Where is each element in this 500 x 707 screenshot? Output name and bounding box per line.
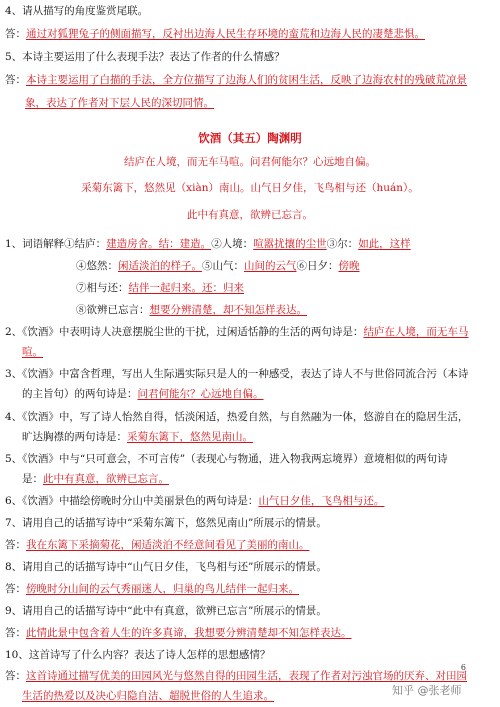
definition-5: 山间的云气: [244, 260, 297, 272]
definition-1: 建造房舍。结：建造。: [106, 238, 212, 250]
answer-label: 答：: [5, 627, 26, 639]
question-1-row-2: [76, 259, 360, 273]
question-3-line1: 3、《饮酒》中富含哲理，写出人生际遇实际只是人的一种感受，表达了诗人不与世俗同流合污（本诗: [5, 368, 469, 380]
watermark: 知乎 @张老师: [392, 684, 462, 697]
term-3: ③尔：: [326, 238, 359, 250]
term-4: ④悠然：: [76, 260, 118, 272]
answer-2-line2: 喧。: [22, 346, 43, 358]
question-9: 9、请用自己的话描写诗中“此中有真意，欲辨已忘言”所展示的情景。: [5, 605, 327, 617]
term-2: ②人境：: [211, 238, 254, 250]
answer-label: 答：: [5, 583, 26, 595]
answer-8: [5, 582, 299, 596]
question-1-row-4: [76, 303, 307, 317]
question-5b-line2: [22, 472, 169, 486]
term-5: ⑤山气：: [202, 260, 244, 272]
definition-8: 想要分辨清楚，却不知怎样表达。: [149, 304, 307, 316]
question-1-label: 1、词语解释①结庐：: [5, 238, 107, 250]
answer-label: 答：: [5, 539, 26, 551]
answer-label: 答：: [5, 28, 26, 40]
question-4b-text: 旷达胸襟的两句诗是：: [22, 431, 127, 443]
question-2-text: 2、《饮酒》中表明诗人决意摆脱尘世的干扰，过闲适恬静的生活的两句诗是：: [5, 326, 364, 338]
question-4b-line1: 4、《饮酒》中，写了诗人怡然自得，恬淡闲适，热爱自然，与自然融为一体，悠游自在的隐居生活，: [5, 411, 469, 423]
answer-8-text: 傍晚时分山间的云气秀丽迷人，归巢的鸟儿结伴一起归来。: [26, 583, 299, 595]
question-7: 7、请用自己的话描写诗中“采菊东篱下，悠然见南山”所展示的情景。: [5, 517, 327, 529]
question-1-row-1: [5, 237, 411, 251]
definition-7: 结伴一起归来。还：归来: [128, 282, 244, 294]
question-5b-line1: 5、《饮酒》中与“只可意会，不可言传”（表现心与物通，进入物我两忘境界）意境相似的两句诗: [5, 453, 448, 465]
answer-9: [5, 626, 352, 640]
definition-6: 傍晚: [338, 260, 360, 272]
answer-5: [5, 73, 467, 87]
definition-2: 喧嚣扰攘的尘世: [253, 238, 327, 250]
question-3-text: 的主旨句）的两句诗是：: [22, 388, 138, 400]
question-6: [5, 494, 384, 508]
answer-4b: 采菊东篱下，悠然见南山。: [127, 431, 253, 443]
question-5-text: 5、本诗主要运用了什么表现手法？表达了作者的什么情感？: [5, 51, 285, 63]
answer-3: 问君何能尔？心远地自偏。: [137, 388, 264, 400]
question-4b-line2: [22, 430, 253, 444]
answer-10-text-line1: 这首诗通过描写优美的田园风光与悠然自得的田园生活，表现了作者对污浊官场的厌弃、对田园: [26, 670, 467, 682]
answer-6: 山气日夕佳，飞鸟相与还。: [258, 495, 385, 507]
question-4-text: 4、请从描写的角度鉴赏尾联。: [5, 5, 149, 17]
answer-7: [5, 538, 310, 552]
question-2: [5, 325, 468, 339]
answer-label: 答：: [5, 74, 26, 86]
question-3-line2: [22, 387, 264, 401]
poem-line-1: 结庐在人境，而无车马喧。问君何能尔？心远地自偏。: [124, 156, 376, 168]
answer-5-text-line1: 本诗主要运用了白描的手法，全方位描写了边海人们的贫困生活，反映了边海农村的残破荒凉景: [26, 74, 467, 86]
answer-label: 答：: [5, 670, 26, 682]
answer-7-text: 我在东篱下采摘菊花，闲适淡泊不经意间看见了美丽的南山。: [26, 539, 310, 551]
answer-5-text-line2: 象，表达了作者对下层人民的深切同情。: [25, 97, 214, 109]
question-10: 10、这首诗写了什么内容？表达了诗人怎样的思想感情？: [5, 649, 271, 661]
answer-5b: 此中有真意，欲辨已忘言。: [43, 473, 169, 485]
answer-4: [5, 27, 425, 41]
question-6-text: 6、《饮酒》中描绘傍晚时分山中美丽景色的两句诗是：: [5, 495, 259, 507]
term-6: ⑥日夕：: [296, 260, 339, 272]
poem-title: 饮酒（其五）陶渊明: [198, 131, 302, 145]
term-8: ⑧欲辨已忘言：: [76, 304, 150, 316]
poem-line-2: 采菊东篱下，悠然见（xiàn）南山。山气日夕佳，飞鸟相与还（huán）。: [81, 182, 419, 194]
question-5b-text: 是：: [22, 473, 43, 485]
term-7: ⑦相与还：: [76, 282, 129, 294]
answer-2-line1: 结庐在人境，而无车马: [363, 326, 469, 338]
question-1-row-3: [76, 281, 244, 295]
definition-4: 闲适淡泊的样子。: [118, 260, 202, 272]
page-number: 6: [460, 663, 466, 672]
answer-10-text-line2: 生活的热爱以及决心归隐自洁、超脱世俗的人生追求。: [22, 690, 274, 702]
answer-10: [5, 669, 467, 683]
answer-9-text: 此情此景中包含着人生的许多真谛，我想要分辨清楚却不知怎样表达。: [26, 627, 352, 639]
question-8: 8、请用自己的话描写诗中“山气日夕佳，飞鸟相与还”所展示的情景。: [5, 561, 327, 573]
answer-4-text: 通过对狐狸兔子的侧面描写，反衬出边海人民生存环境的蛮荒和边海人民的凄楚悲惧。: [26, 28, 425, 40]
poem-line-3: 此中有真意，欲辨已忘言。: [187, 209, 313, 221]
definition-3: 如此，这样: [358, 238, 411, 250]
